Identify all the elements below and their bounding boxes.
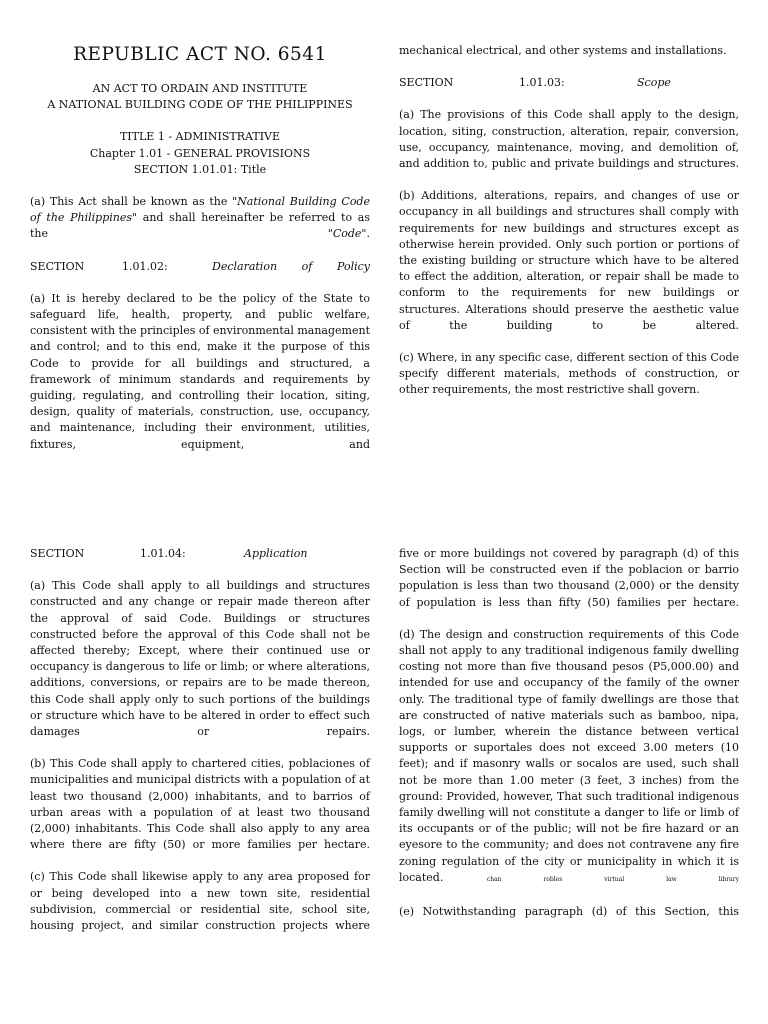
title-heading: TITLE 1 - ADMINISTRATIVE [119,130,281,144]
application-paragraph-d: (d) The design and construction requirements of this Code shall not apply to any traditional indigenous family dwelling costing not more than five thousand pesos (P5,000.00) and intended for use and occupancy of the family of the owner only. The traditional type of family dwellings are those that are constructed of native materials such as bamboo, nipa, logs, or lumber, wherein the distance between vertical supports or suportales does not exceed 3.00 meters (10 feet); and if masonry walls or socalos are used, such shall not be more than 1.00 meter (3 feet, 3 inches) from the ground: Provided, however, That such traditional indigenous family dwelling will not constitute a danger to life or limb of its occupants or of the public; will not be fire hazard or an eyesore to the community; and does not contravene any fire zoning regulation of the city or municipality in which it is located. chan robles virtual law library [399,627,739,884]
document-title: REPUBLIC ACT NO. 6541 [73,44,327,65]
column-top-right [399,43,739,399]
column-bottom-left [30,546,370,934]
section-1-01-04-heading: SECTION 1.01.04: Application [30,547,308,560]
column-bottom-right [399,546,739,920]
column-top-left [30,43,370,453]
scope-paragraph-c: (c) Where, in any specific case, different section of this Code specify different materials, methods of construction, or other requirements, the most restrictive shall govern. [399,351,739,397]
section-heading: SECTION 1.01.01: Title [133,162,267,176]
application-c-continuation: five or more buildings not covered by paragraph (d) of this Section will be constructed even if the poblacion or barrio population is less than two thousand (2,000) or the density of population is less than fifty (50) families per hectare. [399,547,739,609]
application-paragraph-c: (c) This Code shall likewise apply to any area proposed for or being developed into a new town site, residential subdivision, commercial or residential site, school site, housing project, and similar construction projects where [30,870,370,933]
application-paragraph-e: (e) Notwithstanding paragraph (d) of this Section, this [399,905,739,919]
section-1-01-03-heading: SECTION 1.01.03: Scope [399,76,671,90]
section-1-01-02-heading: SECTION 1.01.02: Declaration of Policy [30,259,370,273]
policy-paragraph-a: (a) It is hereby declared to be the policy of the State to safeguard life, health, property, and public welfare, consistent with the principles of environmental management and control; and to this end, make it the purpose of this Code to provide for all buildings and structured, a framework of minimum standards and requirements by guiding, regulating, and controlling their location, siting, design, quality of materials, construction, use, occupancy, and maintenance, including their environment, utilities, fixtures, equipment, and [30,291,370,451]
policy-continuation: mechanical electrical, and other systems and installations. [399,44,727,57]
application-paragraph-a: (a) This Code shall apply to all buildings and structures constructed and any change or repair made thereon after the approval of said Code. Buildings or structures constructed before the approval of this Code shall not be affected thereby; Except, where their continued use or occupancy is dangerous to life or limb; or where alterations, additions, conversions, or repairs are to be made thereon, this Code shall apply only to such portions of the buildings or structure which have to be altered in order to effect such damages or repairs. [30,579,370,739]
watermark-text: chan robles virtual law library [486,875,739,883]
scope-paragraph-b: (b) Additions, alterations, repairs, and changes of use or occupancy in all buildings and structures shall comply with requirements for new buildings and structures except as otherwise herein provided. Only such portion or portions of the existing building or structure which have to be altered to effect the addition, alteration, or repair shall be made to conform to the requirements for new buildings or structures. Alterations should preserve the aesthetic value of the building to be altered. [399,189,739,332]
act-subtitle-line-1: AN ACT TO ORDAIN AND INSTITUTE [92,82,308,95]
chapter-heading: Chapter 1.01 - GENERAL PROVISIONS [89,146,311,160]
act-subtitle-line-2: A NATIONAL BUILDING CODE OF THE PHILIPPINES [47,98,353,112]
title-paragraph-a: (a) This Act shall be known as the "National Building Code of the Philippines" and shall hereinafter be referred to as the "Code". [30,195,371,241]
scope-paragraph-a: (a) The provisions of this Code shall apply to the design, location, siting, construction, alteration, repair, conversion, use, occupancy, maintenance, moving, and demolition of, and addition to, public and private buildings and structures. [399,108,739,171]
application-paragraph-b: (b) This Code shall apply to chartered cities, poblaciones of municipalities and municipal districts with a population of at least two thousand (2,000) inhabitants, and to barrios of urban areas with a population of at least two thousand (2,000) inhabitants. This Code shall also apply to any area where there are fifty (50) or more families per hectare. [30,757,370,852]
